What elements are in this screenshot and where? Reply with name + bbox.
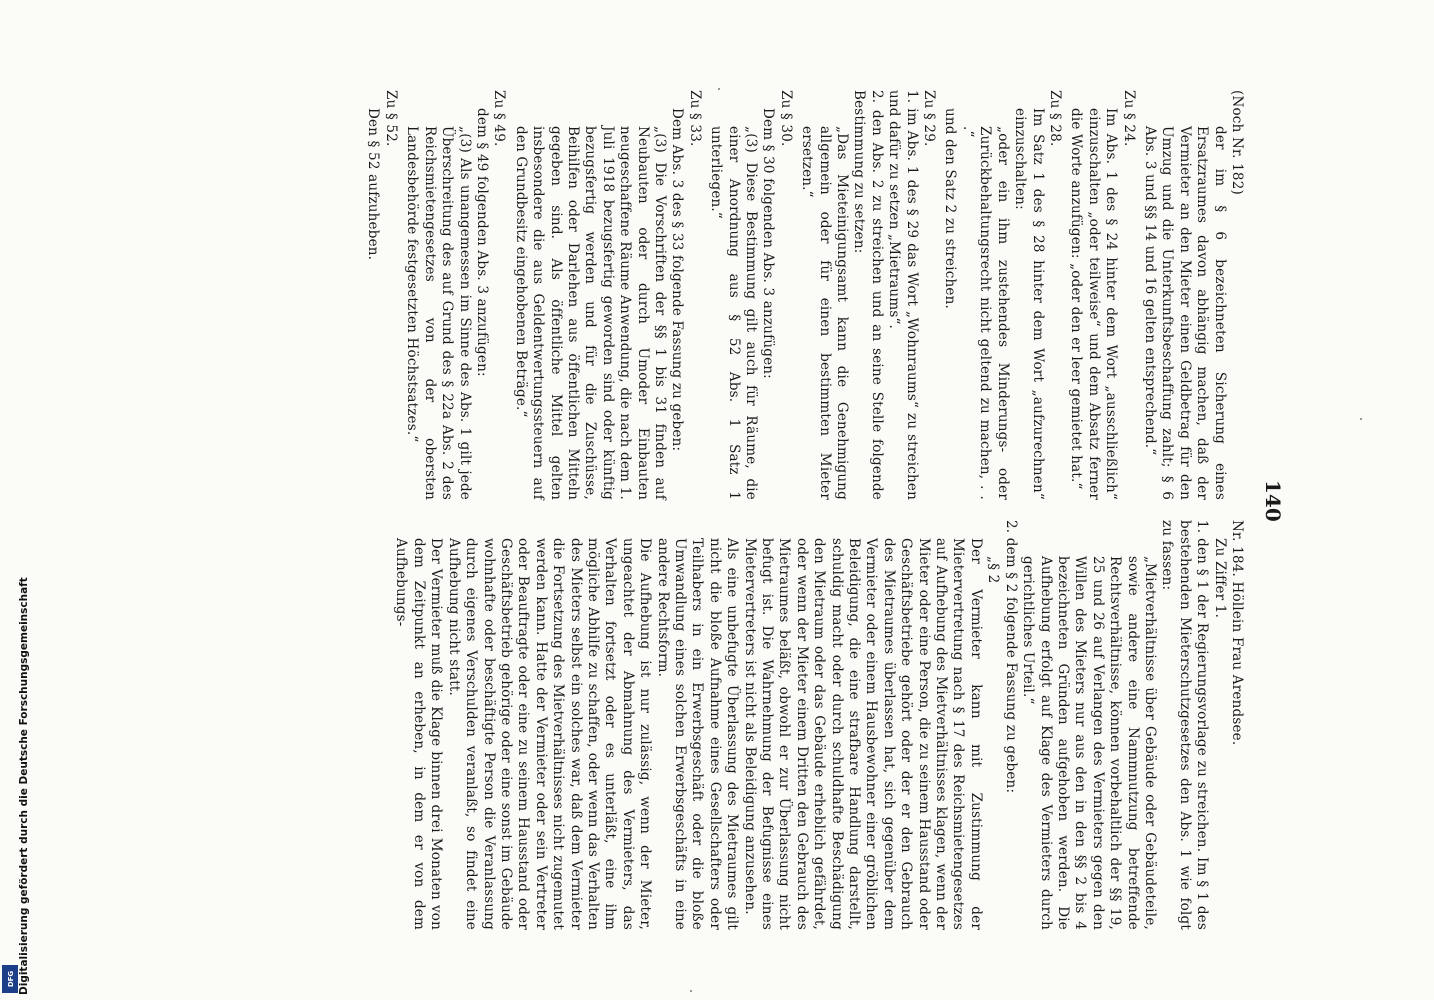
right-column-paragraph: Nr. 184. Höllein Frau Arendsee. bbox=[1229, 520, 1245, 746]
left-column-paragraph: dem § 49 folgenden Abs. 3 anzufügen: bbox=[473, 108, 490, 377]
digitization-credit bbox=[2, 577, 30, 995]
digitization-credit-text: Digitalisierung gefördert durch die Deutsche Forschungsgemeinschaft bbox=[18, 577, 30, 995]
left-column-paragraph: „(3) Die Vorschriften der §§ 1 bis 31 finden auf Neubauten oder durch Umoder Einbauten neugeschaffene Räume Anwendung, die nach dem 1. Juli 1918 bezugsfertig geworden sind oder künftig bezugsfertig werden und für die Zuschüsse, Beihilfen oder Darlehen aus öffentlichen Mitteln gegeben sind. Als öffentliche Mittel gelten insbesondere die aus Geldentwertungssteuern auf den Grundbesitz eingehobenen Beträge.“ bbox=[512, 126, 668, 500]
left-column-paragraph: Zu § 52. bbox=[382, 90, 399, 147]
right-column-paragraph: „Mietverhältnisse über Gebäude oder Gebäudeteile, sowie andere eine Nammnutzung betreffende Rechtsverhältnisse, können vorbehaltlich der §§ 19, 25 und 26 auf Verlangen des Vermieters gegen den Willen des Mieters nur aus den in den §§ 2 bis 4 bezeichneten Gründen aufgehoben werden. Die Aufhebung erfolgt auf Klage des Vermieters durch gerichtliches Urteil.“ bbox=[1020, 556, 1158, 930]
left-column-paragraph: Zu § 29. bbox=[921, 90, 938, 147]
right-column-paragraph: 2. dem § 2 folgende Fassung zu geben: bbox=[1002, 520, 1019, 794]
left-column-paragraph: Dem § 30 folgenden Abs. 3 anzufügen: bbox=[760, 108, 777, 379]
scan-speck bbox=[690, 990, 692, 992]
right-column bbox=[392, 520, 1245, 930]
left-column-paragraph: Im Satz 1 des § 28 hinter dem Wort „aufzurechnen“ einzuschalten: bbox=[1012, 108, 1046, 500]
left-column-paragraph: 2. den Abs. 2 zu streichen und an seine Stelle folgende Bestimmung zu setzen: bbox=[851, 90, 885, 500]
left-column-paragraph: Zu § 49. bbox=[491, 90, 508, 147]
right-column-paragraph: Als eine unbefugte Überlassung des Mietraumes gilt nicht die bloße Aufnahme eines Gesellschafters oder Teilhabers in ein Erwerbsgeschäft oder die bloße Umwandlung eines solchen Erwerbsgeschäfts in eine andere Rechtsform. bbox=[654, 538, 741, 930]
left-column-paragraph: Zu § 28. bbox=[1046, 90, 1063, 147]
left-column-paragraph: „(3) Diese Bestimmung gilt auch für Räume, die einer Anordnung aus § 52 Abs. 1 Satz 1 unterliegen.“ bbox=[708, 126, 760, 500]
left-column-paragraph: 1. im Abs. 1 des § 29 das Wort „Wohnraums“ zu streichen und dafür zu setzen „Mietraums“. bbox=[886, 90, 920, 500]
left-column-paragraph: und den Satz 2 zu streichen. bbox=[942, 108, 959, 309]
left-column-paragraph: (Noch Nr. 182) bbox=[1229, 90, 1245, 195]
page-number: 140 bbox=[1261, 480, 1285, 522]
left-column-paragraph: „(3) Als unangemessen im Sinne des Abs. 1 gilt jede Überschreitung des auf Grund des § 22a Abs. 2 des Reichsmietengesetzes von der obersten Landesbehörde festgesetzten Höchstsatzes.“ bbox=[404, 126, 473, 500]
left-column-paragraph: Den § 52 aufzuheben. bbox=[365, 108, 382, 261]
left-column-paragraph: „oder ein ihm zustehendes Minderungs- oder Zurückbehaltungsrecht nicht geltend zu machen, . . .“ bbox=[959, 126, 1011, 500]
dfg-logo bbox=[2, 965, 18, 993]
right-column-paragraph: Die Aufhebung ist nur zulässig, wenn der Mieter, ungeachtet der Abmahnung des Vermieters, das Verhalten fortsetzt oder es unterläßt, eine ihm mögliche Abhilfe zu schaffen, oder wenn das Verhalten des Mieters selbst ein solches war, daß dem Vermieter die Fortsetzung des Mietverhältnisses nicht zugemutet werden kann. Hatte der Vermieter oder sein Vertreter oder Beauftragte oder eine zu seinem Hausstand oder Geschäftsbetrieb gehörige oder eine sonst im Gebäude wohnhafte oder beschäftigte Person die Veranlassung durch eigenes Verschulden veranlaßt, so findet eine Aufhebung nicht statt. bbox=[445, 538, 654, 930]
right-column-paragraph: Zu Ziffer 1. bbox=[1211, 538, 1228, 619]
right-column-paragraph: Der Vermieter muß die Klage binnen drei Monaten von dem Zeitpunkt an erheben, in dem er von dem Aufhebungs- bbox=[393, 538, 445, 930]
left-column-paragraph: Zu § 30. bbox=[777, 90, 794, 147]
right-column-paragraph: „§ 2 bbox=[985, 556, 1002, 584]
left-column-paragraph: Dem Abs. 3 des § 33 folgende Fassung zu geben: bbox=[669, 108, 686, 452]
right-column-paragraph: Der Vermieter kann mit Zustimmung der Mietervertretung nach § 17 des Reichsmietengesetzes auf Aufhebung des Mietverhältnisses klagen, wenn der Mieter oder eine Person, die zu seinem Hausstand oder Geschäftsbetriebe gehört oder der er den Gebrauch des Mietraumes überlassen hat, sich gegenüber dem Vermieter oder einem Hausbewohner einer gröblichen Beleidigung, die eine strafbare Handlung darstellt, schuldig macht oder durch schuldhafte Beschädigung den Mietraum oder das Gebäude erheblich gefährdet, oder wenn der Mieter einem Dritten den Gebrauch des Mietraumes beläßt, obwohl er zur Überlassung nicht befugt ist. Die Wahrnehmung der Befugnisse eines Mietervertreters ist nicht als Beleidigung anzusehen. bbox=[741, 538, 984, 930]
left-column-paragraph: „Das Mieteinigungsamt kann die Genehmigung allgemein oder für einen bestimmten Mieter ersetzen.“ bbox=[799, 126, 851, 500]
rotated-page-content bbox=[125, 60, 1285, 940]
left-column bbox=[364, 90, 1245, 500]
scan-speck bbox=[1360, 418, 1362, 420]
left-column-paragraph: Im Abs. 1 des § 24 hinter dem Wort „ausschließlich“ einzuschalten „oder teilweise“ und dem Absatz ferner die Worte anzufügen: „oder den er leer gemietet hat.“ bbox=[1068, 108, 1120, 500]
dfg-logo-text: DFG bbox=[7, 970, 16, 988]
left-column-paragraph: der im § 6 bezeichneten Sicherung eines Ersatzraumes davon abhängig machen, daß der Vermieter an den Mieter einen Geldbetrag für den Umzug und die Unterkunftsbeschaffung zahlt; § 6 Abs. 3 und §§ 14 und 16 gelten entsprechend.“ bbox=[1141, 126, 1228, 500]
left-column-paragraph: Zu § 24. bbox=[1120, 90, 1137, 147]
left-column-paragraph: Zu § 33. bbox=[686, 90, 703, 147]
scan-speck bbox=[718, 88, 720, 90]
right-column-paragraph: 1. den § 1 der Regierungsvorlage zu streichen. Im § 1 des bestehenden Mieterschutzgesetzes den Abs. 1 wie folgt zu fassen: bbox=[1159, 520, 1211, 930]
